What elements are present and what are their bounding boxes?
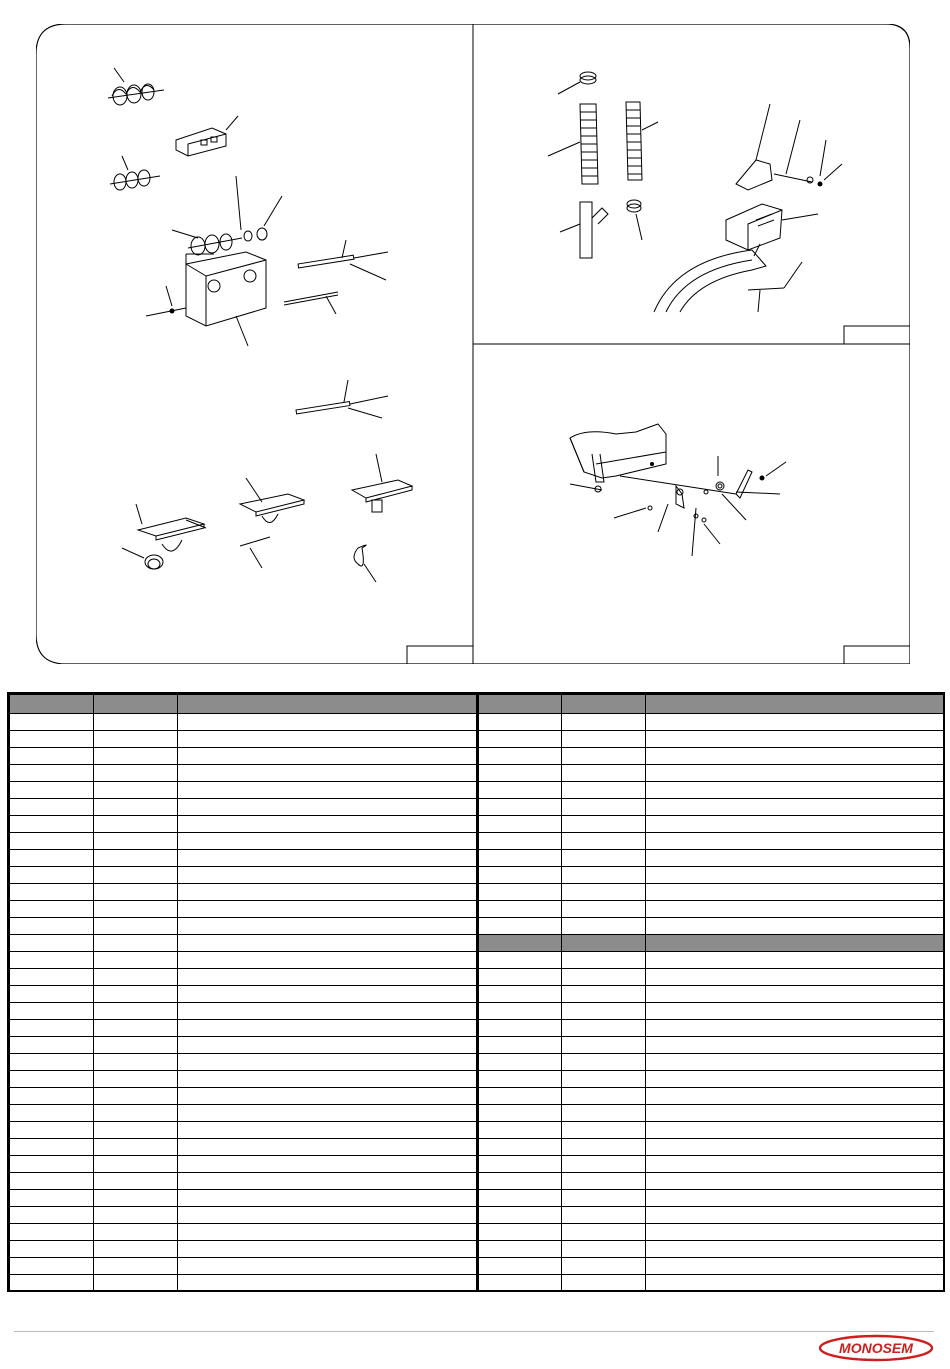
monosem-logo-graphic [818,1334,934,1362]
table-cell [478,1258,562,1275]
table-row [10,1105,944,1122]
table-cell [94,1241,178,1258]
table-row [10,731,944,748]
table-cell [478,1224,562,1241]
parts-grid [9,694,944,1292]
table-cell [178,918,478,935]
table-cell [10,833,94,850]
table-cell [94,918,178,935]
table-cell [478,918,562,935]
table-cell [478,1241,562,1258]
table-cell [478,816,562,833]
table-cell [646,850,944,867]
table-row [10,1037,944,1054]
exploded-diagrams-frame [36,24,910,664]
table-cell [94,1088,178,1105]
table-row [10,1054,944,1071]
table-cell [178,1241,478,1258]
table-cell [94,748,178,765]
table-cell [10,935,94,952]
table-cell [94,799,178,816]
table-cell [178,1054,478,1071]
top-right-panel-parts [548,72,842,312]
table-cell [562,1258,646,1275]
table-cell [646,816,944,833]
table-cell [478,1207,562,1224]
table-cell [478,1088,562,1105]
table-row [10,901,944,918]
plate-part-2 [240,478,304,568]
seed-tube-left [548,104,598,184]
table-header-cell [94,695,178,714]
table-row [10,850,944,867]
table-cell [94,714,178,731]
table-cell [178,1020,478,1037]
table-cell [478,1275,562,1292]
y-connector [560,202,608,258]
table-cell [178,1139,478,1156]
table-cell [646,1122,944,1139]
table-cell [562,952,646,969]
table-cell [646,782,944,799]
table-cell [10,969,94,986]
table-row [10,1020,944,1037]
table-cell [646,935,944,952]
table-cell [10,1156,94,1173]
auger-part-1 [108,68,164,105]
table-cell [646,1207,944,1224]
table-cell [646,731,944,748]
table-cell [178,1037,478,1054]
table-cell [10,1207,94,1224]
table-cell [178,884,478,901]
table-cell [10,918,94,935]
table-cell [178,799,478,816]
table-cell [478,1173,562,1190]
table-cell [10,1173,94,1190]
table-cell [10,884,94,901]
table-cell [562,867,646,884]
table-cell [10,901,94,918]
auger-part-2 [110,156,160,190]
table-cell [178,867,478,884]
table-cell [478,850,562,867]
table-cell [94,1020,178,1037]
gear-shaft-part [172,176,282,255]
table-cell [478,867,562,884]
table-cell [178,1207,478,1224]
table-cell [562,884,646,901]
table-cell [646,833,944,850]
table-row [10,1156,944,1173]
table-cell [10,714,94,731]
table-cell [178,1003,478,1020]
table-cell [562,1139,646,1156]
table-cell [478,952,562,969]
table-header-cell [178,695,478,714]
table-cell [178,952,478,969]
table-cell [646,1054,944,1071]
table-row [10,1224,944,1241]
parts-table [7,692,945,1292]
table-cell [10,867,94,884]
bottom-right-panel-parts [570,424,786,556]
bolt-left [570,484,602,492]
table-cell [646,1275,944,1292]
table-cell [478,782,562,799]
table-cell [178,765,478,782]
table-header-cell [646,695,944,714]
table-cell [646,1020,944,1037]
figure-label-box-bottom-right [844,646,910,664]
table-cell [562,1037,646,1054]
table-cell [646,1258,944,1275]
cover-block-part [176,116,238,156]
table-cell [478,1054,562,1071]
table-cell [646,1003,944,1020]
table-cell [562,850,646,867]
table-row [10,833,944,850]
table-cell [10,1003,94,1020]
shaft-part-lower [296,380,388,418]
table-cell [10,765,94,782]
table-cell [178,782,478,799]
table-cell [478,1156,562,1173]
table-cell [94,969,178,986]
table-row [10,1241,944,1258]
table-cell [178,1122,478,1139]
table-cell [562,935,646,952]
table-cell [478,799,562,816]
table-cell [178,1088,478,1105]
table-header-cell [562,695,646,714]
table-cell [646,748,944,765]
table-cell [94,884,178,901]
table-cell [562,1156,646,1173]
table-cell [10,782,94,799]
table-cell [10,731,94,748]
table-row [10,765,944,782]
table-cell [562,1088,646,1105]
table-cell [646,1071,944,1088]
table-row [10,1258,944,1275]
table-cell [646,765,944,782]
table-cell [10,1037,94,1054]
table-cell [646,867,944,884]
table-cell [562,748,646,765]
hopper-block [726,204,818,250]
table-row [10,867,944,884]
table-cell [478,901,562,918]
figure-label-box-top-right [844,326,910,344]
table-row [10,1173,944,1190]
table-row [10,986,944,1003]
table-row [10,1190,944,1207]
table-cell [94,1054,178,1071]
table-cell [178,850,478,867]
table-cell [94,1224,178,1241]
table-cell [94,901,178,918]
table-cell [478,1190,562,1207]
table-cell [478,731,562,748]
table-cell [10,1088,94,1105]
table-cell [646,1088,944,1105]
table-row [10,969,944,986]
table-row [10,1071,944,1088]
left-panel-parts [108,68,412,582]
table-cell [562,1207,646,1224]
deflector-cover [736,104,842,190]
table-cell [178,1105,478,1122]
table-cell [478,884,562,901]
footer-rule [14,1331,934,1332]
table-cell [562,1020,646,1037]
table-header-cell [10,695,94,714]
table-cell [94,1173,178,1190]
table-cell [478,935,562,952]
table-row [10,1139,944,1156]
table-cell [94,1207,178,1224]
table-cell [10,1275,94,1292]
table-cell [10,1139,94,1156]
table-cell [178,1190,478,1207]
table-cell [646,884,944,901]
table-cell [646,1241,944,1258]
table-cell [646,799,944,816]
table-cell [562,1054,646,1071]
table-cell [94,1003,178,1020]
table-cell [94,1122,178,1139]
table-cell [562,1241,646,1258]
table-cell [478,1122,562,1139]
table-row [10,1207,944,1224]
hose-clamp-lower [627,200,642,240]
table-row [10,952,944,969]
hopper-arc [654,244,802,312]
bracket-body [570,424,666,482]
table-cell [94,1037,178,1054]
table-cell [10,799,94,816]
shaft-parts [284,240,388,314]
table-cell [94,867,178,884]
table-cell [94,833,178,850]
table-header-row [10,695,944,714]
table-cell [646,986,944,1003]
table-cell [478,1003,562,1020]
table-row [10,782,944,799]
table-cell [10,1105,94,1122]
marker-link [614,456,786,556]
table-cell [10,1020,94,1037]
table-cell [478,986,562,1003]
table-cell [478,748,562,765]
table-cell [178,935,478,952]
table-cell [646,1156,944,1173]
table-cell [646,714,944,731]
table-cell [10,1224,94,1241]
table-cell [646,952,944,969]
table-cell [10,986,94,1003]
table-cell [646,1139,944,1156]
table-cell [562,833,646,850]
table-cell [10,1054,94,1071]
table-cell [178,748,478,765]
table-cell [94,1071,178,1088]
table-cell [646,918,944,935]
plate-part-1 [122,504,206,569]
table-cell [178,901,478,918]
table-row [10,935,944,952]
table-cell [646,1173,944,1190]
table-cell [178,1258,478,1275]
table-cell [562,816,646,833]
table-cell [562,1122,646,1139]
table-cell [94,1190,178,1207]
table-cell [10,1190,94,1207]
table-cell [478,969,562,986]
table-cell [478,833,562,850]
table-cell [10,1258,94,1275]
table-cell [94,1258,178,1275]
table-cell [178,833,478,850]
table-cell [94,765,178,782]
table-cell [10,952,94,969]
table-cell [562,799,646,816]
table-cell [562,969,646,986]
table-cell [10,1241,94,1258]
monosem-logo [818,1334,934,1362]
table-cell [562,782,646,799]
table-cell [10,850,94,867]
table-cell [562,986,646,1003]
hose-clamp-top [558,72,596,94]
table-cell [94,1105,178,1122]
table-cell [478,714,562,731]
table-cell [178,1071,478,1088]
table-cell [562,901,646,918]
table-cell [478,1020,562,1037]
table-cell [94,850,178,867]
table-cell [646,1190,944,1207]
table-cell [178,1275,478,1292]
table-cell [646,1224,944,1241]
table-cell [178,1224,478,1241]
table-header-cell [478,695,562,714]
table-cell [10,1122,94,1139]
svg-text:MONOSEM: MONOSEM [839,1340,913,1356]
table-cell [478,1105,562,1122]
table-cell [562,1190,646,1207]
table-row [10,1088,944,1105]
table-cell [94,1156,178,1173]
table-cell [562,765,646,782]
table-cell [94,1275,178,1292]
table-cell [94,935,178,952]
table-cell [562,1224,646,1241]
table-cell [94,952,178,969]
table-cell [178,1173,478,1190]
table-cell [562,1105,646,1122]
table-cell [562,714,646,731]
table-cell [178,731,478,748]
table-cell [178,986,478,1003]
table-cell [178,816,478,833]
table-cell [178,1156,478,1173]
table-row [10,748,944,765]
table-cell [10,816,94,833]
table-cell [178,969,478,986]
table-cell [646,1105,944,1122]
plate-part-3 [352,454,412,582]
table-cell [562,1275,646,1292]
table-cell [562,1071,646,1088]
table-cell [178,714,478,731]
table-cell [94,1139,178,1156]
table-cell [646,1037,944,1054]
table-cell [478,1037,562,1054]
table-cell [10,748,94,765]
table-cell [562,1003,646,1020]
table-cell [94,986,178,1003]
table-cell [646,901,944,918]
table-cell [94,782,178,799]
parts-table-body [10,695,944,1292]
table-cell [94,731,178,748]
table-cell [478,1139,562,1156]
table-row [10,799,944,816]
figure-label-box-left [407,646,473,664]
table-cell [562,918,646,935]
table-cell [562,1173,646,1190]
seed-tube-right [626,102,658,180]
table-cell [94,816,178,833]
table-row [10,918,944,935]
table-row [10,714,944,731]
table-cell [478,1071,562,1088]
table-cell [562,731,646,748]
table-cell [646,969,944,986]
table-row [10,1003,944,1020]
table-cell [478,765,562,782]
table-row [10,884,944,901]
diagram-canvas [36,24,910,664]
table-row [10,816,944,833]
table-cell [10,1071,94,1088]
housing-part [146,252,266,346]
table-row [10,1122,944,1139]
table-row [10,1275,944,1292]
